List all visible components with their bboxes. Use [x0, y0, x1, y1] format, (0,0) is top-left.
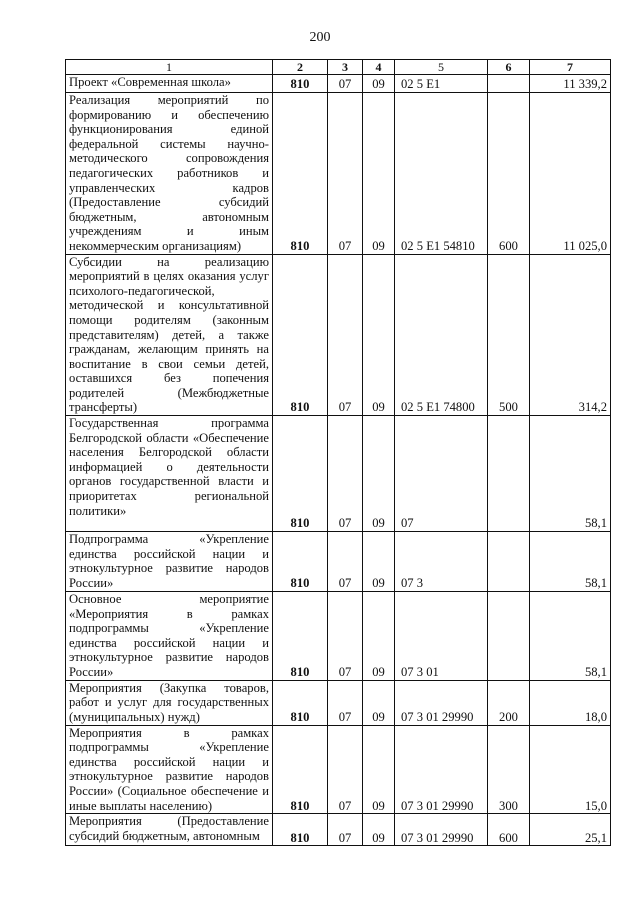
row-name: Мероприятия (Закупка товаров, работ и услуг для государственных (муниципальных) нужд) — [66, 680, 273, 725]
table-row — [66, 814, 611, 846]
table-row — [66, 592, 611, 681]
row-vr — [488, 532, 530, 592]
table-row — [66, 75, 611, 93]
row-csr: 07 3 01 — [395, 592, 488, 681]
row-podrazdel: 09 — [363, 532, 395, 592]
row-razdel: 07 — [328, 814, 363, 846]
row-vr — [488, 416, 530, 532]
row-vr: 600 — [488, 814, 530, 846]
column-header: 1 — [66, 60, 273, 75]
row-podrazdel: 09 — [363, 75, 395, 93]
row-sum: 18,0 — [530, 680, 611, 725]
column-header: 6 — [488, 60, 530, 75]
row-name: Мероприятия в рамках подпрограммы «Укрепление единства российской нации и этнокультурное развитие народов России» (Социальное обеспечение и иные выплаты населению) — [66, 725, 273, 814]
row-razdel: 07 — [328, 254, 363, 416]
table-row — [66, 532, 611, 592]
row-razdel: 07 — [328, 725, 363, 814]
row-podrazdel: 09 — [363, 416, 395, 532]
row-sum: 314,2 — [530, 254, 611, 416]
row-sum: 11 339,2 — [530, 75, 611, 93]
row-code: 810 — [273, 814, 328, 846]
row-podrazdel: 09 — [363, 814, 395, 846]
row-csr: 07 3 01 29990 — [395, 680, 488, 725]
row-csr: 02 5 E1 — [395, 75, 488, 93]
column-header: 2 — [273, 60, 328, 75]
row-vr: 200 — [488, 680, 530, 725]
row-sum: 58,1 — [530, 592, 611, 681]
row-code: 810 — [273, 416, 328, 532]
row-podrazdel: 09 — [363, 725, 395, 814]
row-razdel: 07 — [328, 75, 363, 93]
row-name: Проект «Современная школа» — [66, 75, 273, 93]
row-code: 810 — [273, 93, 328, 255]
table-row — [66, 254, 611, 416]
row-razdel: 07 — [328, 93, 363, 255]
row-code: 810 — [273, 680, 328, 725]
row-name: Мероприятия (Предоставление субсидий бюджетным, автономным — [66, 814, 273, 846]
table-row — [66, 93, 611, 255]
row-csr: 07 3 01 29990 — [395, 725, 488, 814]
row-csr: 02 5 E1 54810 — [395, 93, 488, 255]
row-name: Подпрограмма «Укрепление единства российской нации и этнокультурное развитие народов России» — [66, 532, 273, 592]
table-row — [66, 680, 611, 725]
page-number: 200 — [309, 30, 331, 45]
row-vr — [488, 592, 530, 681]
row-sum: 58,1 — [530, 416, 611, 532]
table-header-row — [66, 60, 611, 75]
row-podrazdel: 09 — [363, 680, 395, 725]
row-podrazdel: 09 — [363, 254, 395, 416]
row-podrazdel: 09 — [363, 592, 395, 681]
row-sum: 58,1 — [530, 532, 611, 592]
row-csr: 07 3 — [395, 532, 488, 592]
row-csr: 07 — [395, 416, 488, 532]
table-row — [66, 416, 611, 532]
budget-table — [65, 59, 611, 846]
row-name: Государственная программа Белгородской области «Обеспечение населения Белгородской области информацией о деятельности органов государственной власти и приоритетах региональной политики» — [66, 416, 273, 532]
row-code: 810 — [273, 725, 328, 814]
row-razdel: 07 — [328, 680, 363, 725]
row-razdel: 07 — [328, 532, 363, 592]
row-code: 810 — [273, 532, 328, 592]
row-code: 810 — [273, 75, 328, 93]
row-sum: 25,1 — [530, 814, 611, 846]
row-razdel: 07 — [328, 416, 363, 532]
column-header: 5 — [395, 60, 488, 75]
column-header: 3 — [328, 60, 363, 75]
row-razdel: 07 — [328, 592, 363, 681]
row-sum: 15,0 — [530, 725, 611, 814]
row-vr — [488, 75, 530, 93]
row-code: 810 — [273, 592, 328, 681]
row-podrazdel: 09 — [363, 93, 395, 255]
row-sum: 11 025,0 — [530, 93, 611, 255]
row-name: Реализация мероприятий по формированию и обеспечению функционирования единой федеральной системы научно-методического сопровождения педагогических работников и управленческих кадров (Предоставление субсидий бюджетным, автономным учреждениям и иным некоммерческим организациям) — [66, 93, 273, 255]
row-vr: 600 — [488, 93, 530, 255]
row-name: Основное мероприятие «Мероприятия в рамках подпрограммы «Укрепление единства российской нации и этнокультурное развитие народов России» — [66, 592, 273, 681]
column-header: 7 — [530, 60, 611, 75]
row-csr: 02 5 E1 74800 — [395, 254, 488, 416]
table-row — [66, 725, 611, 814]
row-csr: 07 3 01 29990 — [395, 814, 488, 846]
column-header: 4 — [363, 60, 395, 75]
row-code: 810 — [273, 254, 328, 416]
row-vr: 300 — [488, 725, 530, 814]
row-vr: 500 — [488, 254, 530, 416]
row-name: Субсидии на реализацию мероприятий в целях оказания услуг психолого-педагогической, методической и консультативной помощи родителям (законным представителям) детей, а также гражданам, желающим принять на воспитание в свои семьи детей, оставшихся без попечения родителей (Межбюджетные трансферты) — [66, 254, 273, 416]
